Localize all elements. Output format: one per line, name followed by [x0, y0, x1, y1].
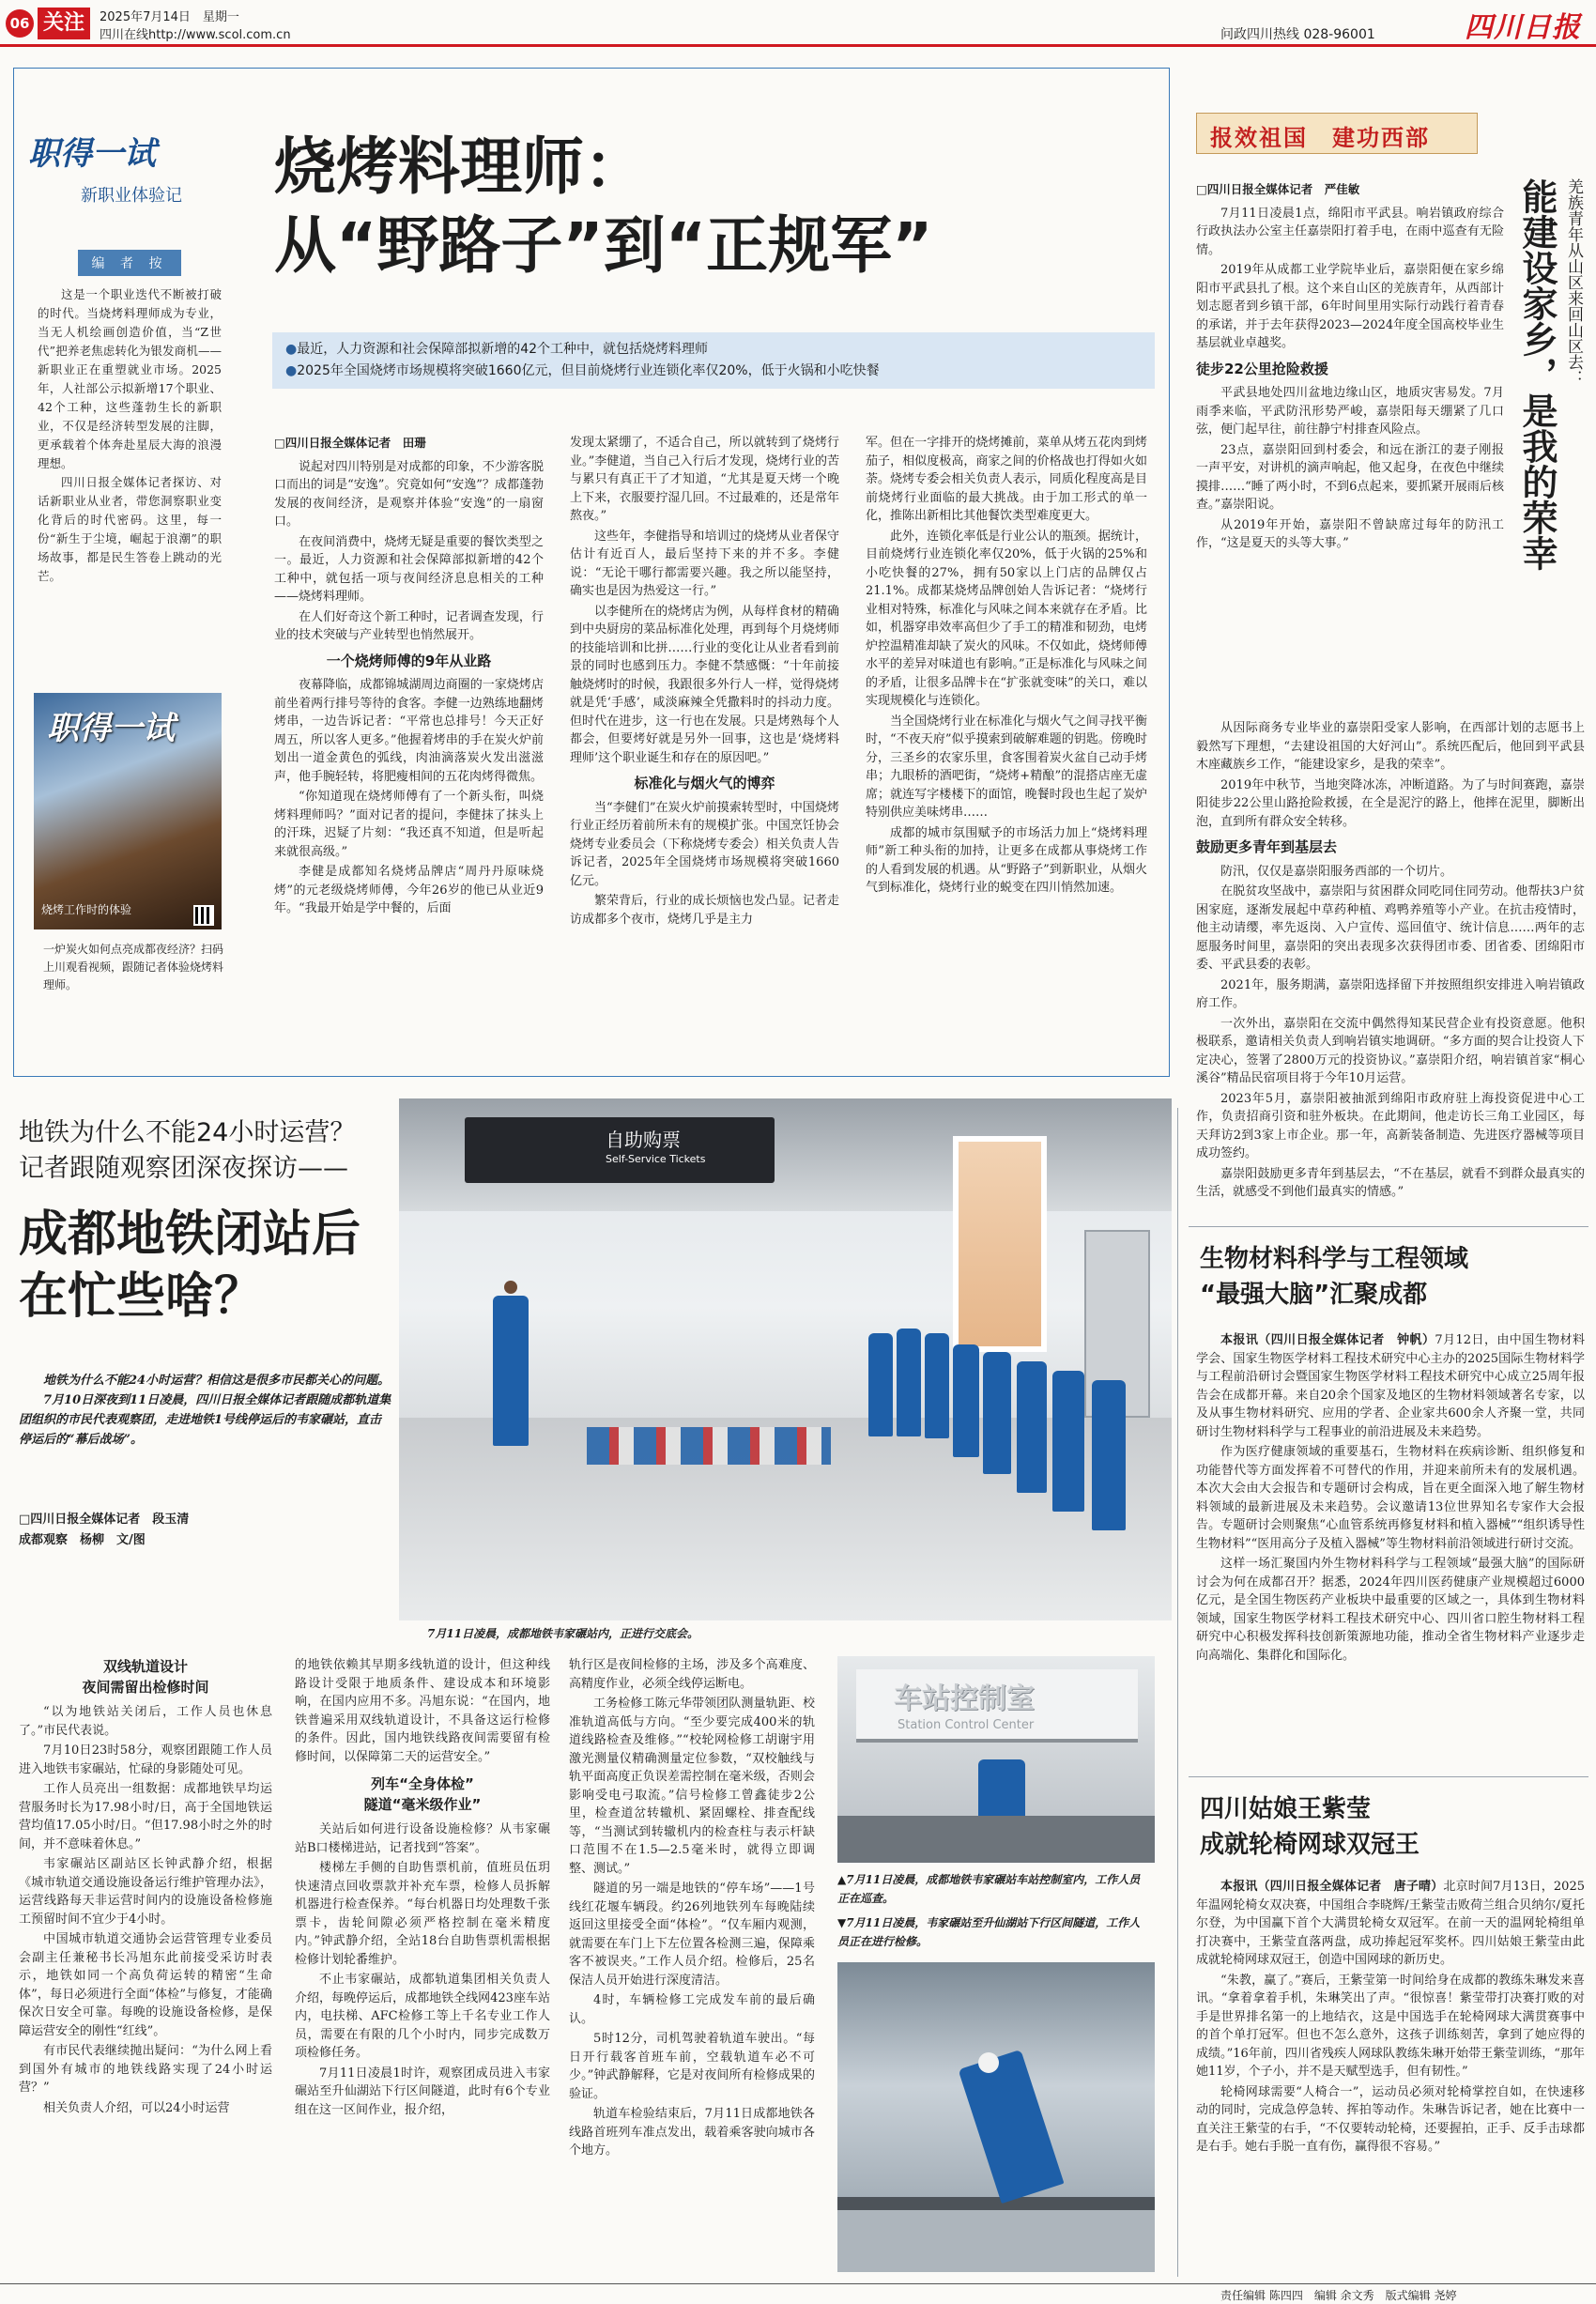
column-tag-title: 职得一试 — [28, 135, 156, 173]
metro-p: 相关负责人介绍，可以24小时运营 — [43, 2100, 230, 2115]
lead-column-1 — [274, 434, 544, 920]
tennis-lead-text: 北京时间7月13日，2025年温网轮椅女双决赛，中国组合李晓辉/王紫莹击败荷兰组合贝纳尔/夏托尔登，为中国赢下首个大满贯轮椅女双冠军。在前一天的温网轮椅组单打决赛中，王紫莹直落两盘，成功捧起冠军奖杯。四川姑娘王紫莹由此成就轮椅网球双冠王，创造中国网球的新历史。 — [1196, 1880, 1585, 1967]
metro-title-1: 成都地铁闭站后 — [19, 1206, 361, 1263]
metro-p: 7月11日凌晨1时许，观察团成员进入韦家碾站至升仙湖站下行区间隧道，此时有6个专业组在这一区间作业，报介绍， — [295, 2066, 550, 2117]
metro-p: 隧道的另一端是地铁的“停车场”——1号线红花堰车辆段。约26列地铁列车每晚陆续返回这里接受全面“体检”。“仅车厢内观测，就需要在车门上下左位置各检测三遍，保障乘客不被误夹。”工作人员介绍。检修后，25名保洁人员开始进行深度清洁。 — [569, 1882, 815, 1988]
photo-control-room — [837, 1656, 1155, 1863]
worker-head — [504, 1281, 517, 1294]
right-divider-2 — [1189, 1776, 1588, 1777]
header-date: 2025年7月14日 星期一 — [100, 10, 239, 24]
summary-bullet-text-1: 最近，人力资源和社会保障部拟新增的42个工种中，就包括烧烤料理师 — [297, 342, 709, 357]
metro-byline-1: □四川日报全媒体记者 段玉清 — [19, 1513, 190, 1527]
lead-summary-box — [272, 332, 1155, 389]
metro-p: 4时，车辆检修工完成发车前的最后确认。 — [569, 1993, 815, 2026]
lead-p: 在夜间消费中，烧烤无疑是重要的餐饮类型之一。最近，人力资源和社会保障部拟新增的42个工种中，就包括一项与夜间经济息息相关的工种——烧烤料理师。 — [274, 534, 544, 604]
worker-figure — [1017, 1361, 1047, 1493]
metro-subhead-2b: 隧道“毫米级作业” — [363, 1796, 482, 1813]
lead-title-line2: 从“野路子”到“正规军” — [274, 209, 933, 282]
metro-column-2 — [295, 1656, 550, 2121]
lead-p: 这些年，李健指导和培训过的烧烤从业者保守估计有近百人，最后坚持下来的并不多。李健说：“无论干哪行都需要兴趣。我之所以能坚持，确实也是因为热爱这一行。” — [570, 529, 839, 598]
biomat-p: 这样一场汇聚国内外生物材料科学与工程领域“最强大脑”的国际研讨会为何在成都召开？据悉，2024年四川医药健康产业规模超过6000亿元，是全国生物医药产业板块中最重要的区域之一，具体到生物材料领域，国家生物医学材料工程技术研究中心、四川省口腔生物材料工程研究中心积极发挥科技创新策源地功能，推动全省生物材料产业逐步走向高端化、集群化和国际化。 — [1196, 1557, 1585, 1663]
video-photo-caption: 一炉炭火如何点亮成都夜经济？扫码上川观看视频，跟随记者体验烧烤料理师。 — [43, 943, 224, 991]
youth-p: 从因际商务专业毕业的嘉崇阳受家人影响，在西部计划的志愿书上毅然写下理想，“去建设祖国的大好河山”。系统匹配后，他回到平武县木座藏族乡工作，“能建设家乡，是我的荣幸”。 — [1196, 721, 1585, 772]
vertical-headline: 能建设家乡，是我的荣幸 — [1516, 178, 1558, 571]
youth-p: 嘉崇阳鼓励更多青年到基层去，“不在基层，就看不到群众最真实的生活，就感受不到他们最真实的情感。” — [1196, 1166, 1585, 1199]
biomat-lead-byline: 本报讯（四川日报全媒体记者 钟帆） — [1220, 1333, 1435, 1347]
metro-subhead-1a: 双线轨道设计 — [102, 1658, 188, 1675]
biomat-lead-text: 7月12日，由中国生物材料学会、国家生物医学材料工程技术研究中心主办的2025国际生物材料学与工程前沿研讨会暨国家生物医学材料工程技术研究中心成立25周年报告会在成都开幕。来自20余个国家及地区的生物材料领域著名专家，以及从事生物材料研究、应用的学者、企业家共600余人齐聚一堂，共同研讨生物材料科学与工程事业的前沿进展及未来趋势。 — [1196, 1333, 1585, 1439]
youth-p: 平武县地处四川盆地边缘山区，地质灾害易发。7月雨季来临，平武防汛形势严峻，嘉崇阳每天绷紧了几口弦，便门起早往，前往静宁村排查风险点。 — [1196, 386, 1504, 437]
tennis-p: “朱教，赢了。”赛后，王紫莹第一时间给身在成都的教练朱琳发来喜讯。“拿着拿着手机，朱琳笑出了声。“很惊喜！紫莹带打决赛打败的对手是世界排名第一的上地结衣，这是中国选手在轮椅网球大满贯赛事中的首个单打冠军。但也不怎么意外，这孩子训练刻苦，拿到了她应得的成绩。”16年前，四川省残疾人网球队教练朱琳开始带王紫莹训练，“那年她11岁，个子小，并不是天赋型选手，但有韧性。” — [1196, 1973, 1585, 2079]
metro-p: 轨行区是夜间检修的主场，涉及多个高难度、高精度作业，必须全线停运断电。 — [569, 1658, 815, 1691]
video-qr-photo[interactable] — [34, 693, 222, 929]
photo-overlay-text: 烧烤工作时的体验 — [41, 903, 132, 916]
tennis-headline — [1200, 1791, 1420, 1863]
metro-subhead-1b: 夜间需留出检修时间 — [82, 1679, 209, 1696]
worker-head — [978, 2052, 999, 2073]
lead-headline — [274, 128, 933, 285]
metro-p: 工务检修工陈元华带领团队测量轨距、校准轨道高低与方向。“至少要完成400米的轨道线路检查及维修。”“校轮网检修工胡谢宇用激光测量仪精确测量定位参数，“双校触线与轨平面高度正负误差需控制在毫米级，否则会影响受电弓取流。”信号检修工曾鑫徒步2公里，检查道岔转辙机、紧固螺栓、排查配线等，“当测试到转辙机内的检查柱与表示杆缺口范围不在1.5—2.5毫米时，就得立即调整、测试。” — [569, 1697, 815, 1876]
metro-p: 不止韦家碾站，成都轨道集团相关负责人介绍，每晚停运后，成都地铁全线网423座车站内，电扶梯、AFC检修工等上千名专业工作人员，需要在有限的几个小时内，同步完成数万项检修任务。 — [295, 1973, 550, 2060]
bullet-dot-icon: ● — [285, 342, 298, 357]
editor-note-p1: 这是一个职业迭代不断被打破的时代。当烧烤料理师成为专业，当无人机绘画创造价值，当“Z世代”把养老焦虑转化为银发商机——新职业正在重塑就业市场。2025年，人社部公示拟新增17个职业、42个工种，这些蓬勃生长的新职业，不仅是经济转型发展的注脚，更承载着个体奔赴星辰大海的浪漫理想。 — [38, 287, 222, 470]
equipment-on-floor — [587, 1427, 831, 1465]
editor-note-body — [38, 285, 222, 586]
worker-figure — [983, 1352, 1011, 1474]
lead-p: 夜幕降临，成都锦城湖周边商圈的一家烧烤店前坐着两行排号等待的食客。李健一边熟练地翻烤烤串，一边告诉记者：“平常也总排号！今天正好周五，所以客人更多。”他握着烤串的手在炭火炉前划出一道金黄色的弧线，肉油滴落炭火发出滋滋声，他手腕轻转，将肥瘦相间的五花肉烤得微焦。 — [274, 678, 544, 784]
lead-p: 在人们好奇这个新工种时，记者调查发现，行业的技术突破与产业转型也悄然展开。 — [274, 609, 544, 642]
metro-kicker-2: 记者跟随观察团深夜探访—— — [19, 1154, 348, 1183]
tennis-p1 — [1196, 1878, 1585, 1970]
metro-kicker-1: 地铁为什么不能24小时运营？ — [19, 1118, 356, 1147]
biomat-title-2: “最强大脑”汇聚成都 — [1200, 1281, 1428, 1309]
photo-tunnel — [837, 1962, 1155, 2272]
metro-column-3 — [569, 1656, 815, 2162]
qr-code-icon[interactable] — [193, 905, 214, 926]
worker-figure — [959, 2050, 1065, 2204]
lead-column-2 — [570, 434, 839, 930]
lead-subhead-1: 一个烧烤师傅的9年从业路 — [326, 652, 492, 669]
biomat-article — [1196, 1331, 1585, 1667]
youth-p: 23点，嘉崇阳回到村委会，和远在浙江的妻子刚报一声平安，对讲机的滴声响起，他又起身，在夜色中继续摸排……“睡了两小时，不到6点起来，要抓紧开展雨后核查。”嘉崇阳说。 — [1196, 442, 1504, 512]
header-rule — [0, 44, 1596, 47]
sign-subtitle: Self-Service Tickets — [606, 1153, 706, 1165]
lead-p: 当“李健们”在炭火炉前摸索转型时，中国烧烤行业正经历着前所未有的规模扩张。中国烹饪协会烧烤专业委员会（下称烧烤专委会）相关负责人告诉记者，2025年全国烧烤市场规模将突破1660亿元。 — [570, 800, 839, 888]
metro-lead-p1: 地铁为什么不能24小时运营？相信这是很多市民都关心的问题。 — [43, 1374, 391, 1388]
lead-column-3 — [866, 434, 1147, 899]
lead-p: 繁荣背后，行业的成长烦恼也发凸显。记者走访成都多个夜市，烧烤几乎是主力 — [570, 894, 839, 927]
tennis-title-1: 四川姑娘王紫莹 — [1200, 1795, 1372, 1823]
metro-p: 韦家碾站区副站区长钟武静介绍，根据《城市轨道交通设施设备运行维护管理办法》，运营线路每天非运营时间内的设施设备检修施工预留时间不宜少于4小时。 — [19, 1857, 272, 1927]
photo-station-briefing — [399, 1098, 1172, 1620]
metro-kicker — [19, 1115, 355, 1187]
editor-note-label: 编 者 按 — [78, 250, 181, 276]
metro-subhead-2 — [295, 1774, 550, 1815]
youth-subhead-2: 鼓励更多青年到基层去 — [1196, 838, 1338, 855]
youth-p: 从2019年开始，嘉崇阳不曾缺席过每年的防汛工作，“这是夏天的头等大事。” — [1196, 517, 1504, 550]
youth-subhead-1: 徒步22公里抢险救援 — [1196, 360, 1328, 377]
tennis-title-2: 成就轮椅网球双冠王 — [1200, 1831, 1420, 1859]
summary-bullet-2 — [285, 361, 1142, 382]
bullet-dot-icon: ● — [285, 363, 298, 378]
lead-p: 发现太紧绷了，不适合自己，所以就转到了烧烤行业。”李健道，当自己入行后才发现，烧烤行业的苦与累只有真正干了才知道，“尤其是夏天烤一个晚上下来，衣服要拧湿几回。不过最难的，还是常年熬夜。” — [570, 436, 839, 523]
youth-article-wide — [1196, 719, 1585, 1204]
photo-badge-title: 职得一试 — [47, 710, 175, 747]
youth-article — [1196, 180, 1504, 555]
metro-p: “以为地铁站关闭后，工作人员也休息了。”市民代表说。 — [19, 1705, 272, 1738]
worker-figure — [868, 1333, 893, 1436]
youth-p: 7月11日凌晨1点，绵阳市平武县。响岩镇政府综合行政执法办公室主任嘉崇阳打着手电，在雨中巡查有无险情。 — [1196, 206, 1504, 257]
column-tag — [28, 128, 216, 231]
footer-credits: 责任编辑 陈四四 编辑 余文秀 版式编辑 尧婷 — [1220, 2289, 1457, 2302]
metro-byline — [19, 1510, 189, 1551]
summary-bullet-text-2: 2025年全国烧烤市场规模将突破1660亿元，但目前烧烤行业连锁化率仅20%，低于火锅和小吃快餐 — [297, 363, 880, 378]
lead-p: 此外，连锁化率低是行业公认的瓶颈。据统计，目前烧烤行业连锁化率仅20%，低于火锅的25%和小吃快餐的27%，拥有50家以上门店的品牌仅占21.1%。成都某烧烤品牌创始人告诉记者：“烧烤行业相对特殊，标准化与风味之间本来就存在矛盾。比如，机器穿串效率高但少了手工的精准和韧劲，电烤炉控温精准却缺了炭火的风味。不仅如此，烧烤师傅水平的差异对味道也有影响。”正是标准化与风味之间的矛盾，让很多品牌卡在“扩张就变味”的关口，难以实现规模化与连锁化。 — [866, 529, 1147, 708]
control-room-sign-panel — [856, 1669, 1138, 1743]
worker-figure — [1052, 1371, 1084, 1512]
lead-p: 以李健所在的烧烤店为例，从每样食材的精确到中央厨房的菜品标准化处理，再到每个月烧烤师的技能培训和比拼……行业的变化让从业者看到前景的同时也感到压力。李健不禁感慨：“十年前接触烧烤时的时候，我跟很多外行人一样，觉得烧烤就是凭‘手感’，咸淡麻辣全凭撒料时的抖动力度。但时代在进步，这一行也在发展。只是烤熟每个人都会，但要烤好就是另外一回事，这也是‘烧烤料理师’这个职业诞生和存在的原因吧。” — [570, 604, 839, 765]
lead-p: 说起对四川特别是对成都的印象，不少游客脱口而出的词是“安逸”。究竟如何“安逸”？成都蓬勃发展的夜间经济，是观察并体验“安逸”的一扇窗口。 — [274, 459, 544, 529]
header-hotline: 问政四川热线 028-96001 — [1220, 27, 1375, 42]
biomat-p1 — [1196, 1331, 1585, 1441]
tunnel-rail — [837, 2197, 1155, 2210]
worker-figure — [953, 1344, 979, 1457]
lead-p: 军。但在一字排开的烧烤摊前，菜单从烤五花肉到烤茄子，相似度极高，商家之间的价格战也打得如火如荼。烧烤专委会相关负责人表示，同质化程度高是目前烧烤行业面临的最大挑战。由于加工形式的单一化，推陈出新相比其他餐饮类型难度更大。 — [866, 436, 1147, 523]
lead-subhead-2: 标准化与烟火气的博弈 — [634, 775, 775, 791]
section-label: 关注 — [38, 8, 90, 39]
lead-p: “你知道现在烧烤师傅有了一个新头衔，叫烧烤料理师吗？”面对记者的提问，李健抹了抹头上的汗珠，迟疑了片刻：“我还真不知道，但是听起来就很高级。” — [274, 790, 544, 859]
metro-subhead-1 — [19, 1656, 272, 1697]
masthead-logo: 四川日报 — [1465, 11, 1581, 44]
biomat-p: 作为医疗健康领域的重要基石，生物材料在疾病诊断、组织修复和功能替代等方面发挥着不可替代的作用，并迎来前所未有的发展机遇。本次大会由大会报告和专题研讨会构成，旨在更全面深入地了解生物材料领域的最新进展及未来趋势。会议邀请13位世界知名专家作大会报告。专题研讨会则聚焦“心血管系统再修复材料和植入器械”“组织诱导性生物材料”“医用高分子及植入器械”等生物材料前沿领域进行研讨交流。 — [1196, 1445, 1585, 1551]
banner-text: 报效祖国 建功西部 — [1210, 124, 1430, 151]
biomat-headline — [1200, 1241, 1468, 1313]
metro-p: 轨道车检验结束后，7月11日成都地铁各线路首班列车准点发出，载着乘客驶向城市各个地方。 — [569, 2107, 815, 2158]
lead-p: 成都的城市氛围赋予的市场活力加上“烧烤料理师”新工种头衔的加持，让更多在成都从事烧烤工作的人看到发展的机遇。从“野路子”到新职业，从烟火气到标准化，烧烤行业的蜕变在四川悄然加速。 — [866, 825, 1147, 895]
summary-bullet-1 — [285, 339, 1142, 361]
control-panel — [837, 1816, 1155, 1863]
tunnel-floor — [837, 2210, 1155, 2272]
metro-p: 有市民代表继续抛出疑问：“为什么网上看到国外有城市的地铁线路实现了24小时运营？” — [19, 2044, 272, 2095]
metro-p: 的地铁依赖其早期多线轨道的设计，但这种线路设计受限于地质条件、建设成本和环境影响，在国内应用不多。冯旭东说：“在国内，地铁普遍采用双线轨道设计，不具备这运行检修的条件。因此，国内地铁线路夜间需要留有检修时间，以保障第二天的运营安全。” — [295, 1658, 550, 1764]
lead-p: 李健是成都知名烧烤品牌店“周丹丹原味烧烤”的元老级烧烤师傅，今年26岁的他已从业近9年。“我最开始是学中餐的，后面 — [274, 865, 544, 915]
editor-note-p2: 四川日报全媒体记者探访、对话新职业从业者，带您洞察职业变化背后的时代密码。这里，每一份“新生于尘境，崛起于浪潮”的职场故事，都是民生答卷上跳动的光芒。 — [38, 475, 222, 583]
youth-p: 在脱贫攻坚战中，嘉崇阳与贫困群众同吃同住同劳动。他帮扶3户贫困家庭，逐渐发展起中草药种植、鸡鸭养殖等小产业。在抗击疫情时，他主动请缨，率先返岗、入户宣传、巡回值守、统计信息……两年的志愿服务时间里，嘉崇阳的突出表现多次获得团市委、团省委、团绵阳市委、平武县委的表彰。 — [1196, 884, 1585, 972]
tennis-lead-byline: 本报讯（四川日报全媒体记者 唐子晴） — [1220, 1880, 1444, 1894]
photo-briefing-caption: 7月11日凌晨，成都地铁韦家碾站内，正进行交底会。 — [427, 1627, 699, 1640]
youth-p: 2021年，服务期满，嘉崇阳选择留下并按照组织安排进入响岩镇政府工作。 — [1196, 977, 1585, 1010]
metro-column-1 — [19, 1656, 272, 2119]
metro-subhead-2a: 列车“全身体检” — [371, 1775, 474, 1792]
banner-patriotic — [1196, 113, 1478, 154]
youth-p: 2019年从成都工业学院毕业后，嘉崇阳便在家乡绵阳市平武县扎了根。这个来自山区的羌族青年，从西部计划志愿者到乡镇干部，6年时间里用实际行动践行着青春的承诺，并于去年获得2023—2024年度全国高校毕业生基层就业卓越奖。 — [1196, 263, 1504, 350]
caption-control-room: ▲7月11日凌晨，成都地铁韦家碾站车站控制室内，工作人员正在巡查。 — [837, 1873, 1141, 1905]
metro-p: 楼梯左手侧的自助售票机前，值班员伍玥快速清点回收票款并补充车票，检修人员拆解机器进行检查保养。“每台机器日均处理数千张票卡，齿轮间隙必须严格控制在毫米精度内。”钟武静介绍，全站18台自助售票机需根据检修计划轮番维护。 — [295, 1861, 550, 1967]
editor-note — [38, 250, 222, 586]
page-header — [0, 0, 1596, 47]
youth-p: 一次外出，嘉崇阳在交流中偶然得知某民营企业有投资意愿。他积极联系，邀请相关负责人到响岩镇实地调研。“多方面的契合让投资人下定决心，签署了2800万元的投资协议。”嘉崇阳介绍，响岩镇首家“桐心溪谷”精品民宿项目将于今年10月运营。 — [1196, 1016, 1585, 1085]
metro-p: 关站后如何进行设备设施检修？从韦家碾站B口楼梯进站，记者找到“答案”。 — [295, 1822, 550, 1855]
header-site: 四川在线http://www.scol.com.cn — [100, 28, 291, 42]
metro-headline — [19, 1204, 361, 1328]
page-number: 06 — [6, 9, 34, 38]
control-room-sign: 车站控制室 — [894, 1682, 1035, 1715]
column-tag-subtitle: 新职业体验记 — [81, 186, 182, 206]
youth-p: 防汛，仅仅是嘉崇阳服务西部的一个切片。 — [1220, 864, 1453, 879]
metro-lead — [19, 1371, 392, 1450]
worker-figure — [493, 1296, 529, 1446]
youth-byline: □四川日报全媒体记者 严佳敏 — [1196, 182, 1360, 196]
metro-lead-p2: 7月10日深夜到11日凌晨，四川日报全媒体记者跟随成都轨道集团组织的市民代表观察团，走进地铁1号线停运后的韦家碾站，直击停运后的“幕后战场”。 — [19, 1393, 391, 1447]
metro-byline-2: 成都观察 杨柳 文/图 — [19, 1533, 146, 1547]
ticket-sign — [465, 1117, 775, 1183]
right-column-rule — [1177, 1108, 1178, 2277]
metro-title-2: 在忙些啥？ — [19, 1268, 264, 1325]
metro-p: 5时12分，司机驾驶着轨道车驶出。“每日开行载客首班车前，空载轨道车必不可少。”钟武静解释，它是对夜间所有检修成果的验证。 — [569, 2032, 815, 2101]
footer-rule — [0, 2283, 1596, 2284]
vertical-kicker: 羌族青年从山区来回山区去： — [1564, 178, 1583, 386]
metro-p: 7月10日23时58分，观察团跟随工作人员进入地铁韦家碾站，忙碌的身影随处可见。 — [19, 1743, 272, 1776]
sign-title: 自助购票 — [606, 1129, 681, 1151]
worker-figure — [925, 1333, 949, 1438]
control-room-sign-en: Station Control Center — [898, 1718, 1035, 1732]
right-divider-1 — [1189, 1226, 1588, 1227]
decor-wall-panel — [953, 1136, 1047, 1352]
lead-p: 当全国烧烤行业在标准化与烟火气之间寻找平衡时，“不夜天府”似乎摸索到破解难题的钥匙。傍晚时分，三圣乡的农家乐里，食客围着炭火盆自己动手烤串；九眼桥的酒吧街，“烧烤+精酿”的混搭店座无虚席；就连写字楼楼下的面馆，晚餐时段也生起了炭炉特别供应美味烤串…… — [866, 714, 1147, 820]
lead-title-line1: 烧烤料理师： — [274, 131, 646, 203]
youth-p: 2023年5月，嘉崇阳被抽派到绵阳市政府驻上海投资促进中心工作，负责招商引资和驻外板块。在此期间，他走访长三角工业园区，每天拜访2到3家上市企业。那一年，高新装备制造、先进医疗器械等项目成功签约。 — [1196, 1091, 1585, 1160]
tennis-article — [1196, 1878, 1585, 2158]
metro-p: 工作人员亮出一组数据：成都地铁早均运营服务时长为17.98小时/日，高于全国地铁运营均值17.05小时/日。“但17.98小时之外的时间，并不意味着休息。” — [19, 1782, 272, 1851]
worker-figure — [897, 1329, 921, 1436]
worker-figure — [1092, 1380, 1126, 1530]
biomat-title-1: 生物材料科学与工程领域 — [1200, 1245, 1469, 1273]
caption-tunnel: ▼7月11日凌晨，韦家碾站至升仙湖站下行区间隧道，工作人员正在进行检修。 — [837, 1916, 1141, 1948]
tennis-p: 轮椅网球需要“人椅合一”，运动员必须对轮椅掌控自如，在快速移动的同时，完成急停急转、挥拍等动作。朱琳告诉记者，她在比赛中一直关注王紫莹的右手，“不仅要转动轮椅，还要握拍，正手、反手击球都是右手。她右手脱一直有伤，赢得很不容易。” — [1196, 2084, 1585, 2154]
youth-p: 2019年中秋节，当地突降冰冻，冲断道路。为了与时间赛跑，嘉崇阳徒步22公里山路抢险救援，在全是泥泞的路上，他摔在泥里，脚断出泡，直到所有群众安全转移。 — [1196, 777, 1585, 829]
metro-p: 中国城市轨道交通协会运营管理专业委员会副主任兼秘书长冯旭东此前接受采访时表示，地铁如同一个高负荷运转的精密“生命体”，每日必须进行全面“体检”与修复，才能确保次日安全可靠。每晚的设施设备检修，是保障运营安全的刚性“红线”。 — [19, 1932, 272, 2038]
lead-byline: □四川日报全媒体记者 田珊 — [274, 436, 426, 450]
